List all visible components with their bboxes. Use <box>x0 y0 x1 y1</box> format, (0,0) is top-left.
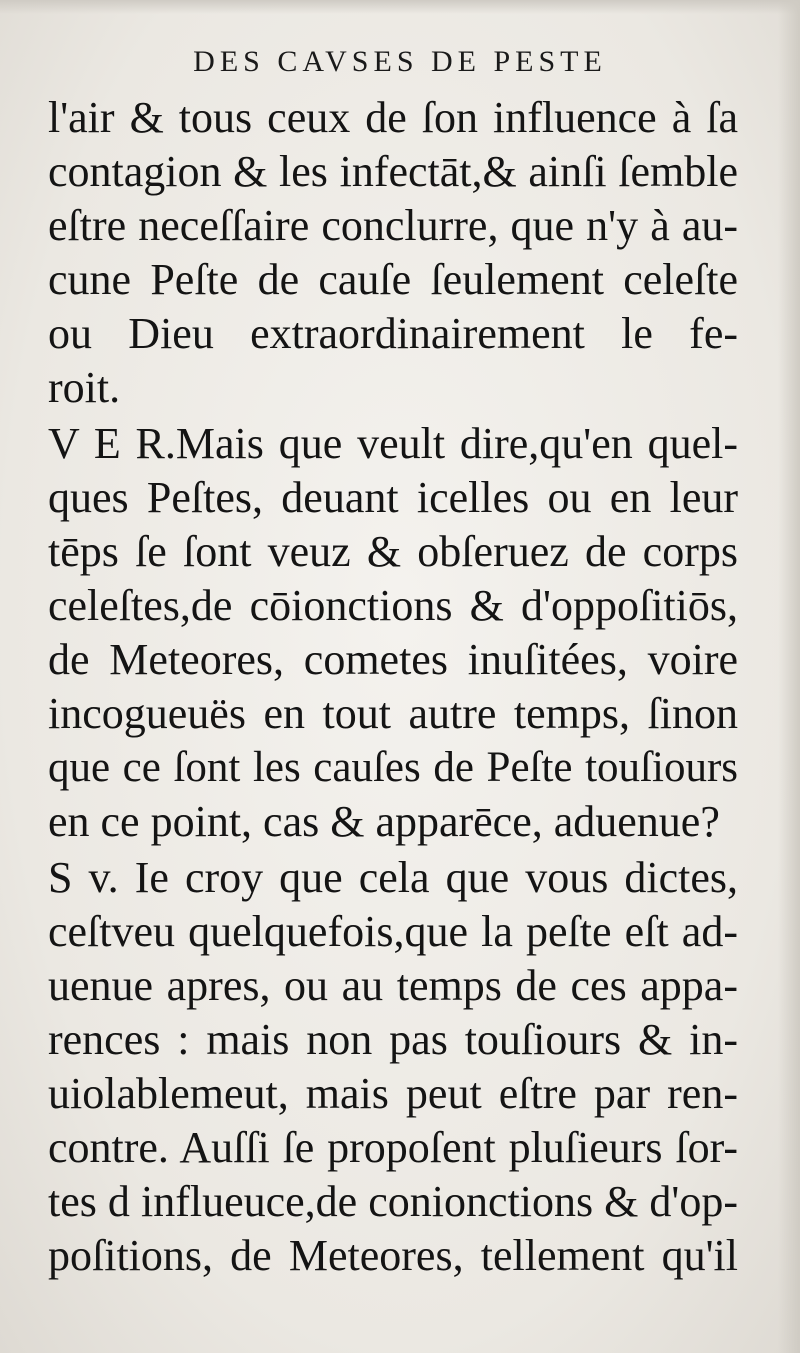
text-line-13: que ce ſont les cauſes de Peſte touſiours <box>48 744 738 791</box>
text-line-15: S v. Ie croy que cela que vous dictes, <box>48 853 738 902</box>
text-line-9: tēps ſe ſont veuz & obſeruez de corps <box>48 527 738 576</box>
text-line-4: cune Peſte de cauſe ſeulement celeſte <box>48 255 738 304</box>
running-head: DES CAVSES DE PESTE <box>193 45 607 78</box>
text-line-14: en ce point, cas & apparēce, aduenue? <box>48 797 720 846</box>
text-line-7: V E R.Mais que veult dire,qu'en quel- <box>48 419 738 468</box>
text-line-6: roit. <box>48 363 121 412</box>
page-edge-shadow <box>0 0 800 14</box>
text-line-19: uiolablemeut, mais peut eſtre par ren- <box>48 1069 738 1118</box>
text-line-22: poſitions, de Meteores, tellement qu'il <box>48 1231 738 1280</box>
text-line-11: de Meteores, cometes inuſitées, voire <box>48 635 738 684</box>
text-line-16: ceſtveu quelquefois,que la peſte eſt ad- <box>48 907 738 956</box>
text-line-1: l'air & tous ceux de ſon influence à ſa <box>48 93 738 142</box>
text-line-21: tes d influeuce,de conionctions & d'op- <box>48 1177 738 1226</box>
text-line-8: ques Peſtes, deuant icelles ou en leur <box>48 473 738 522</box>
text-line-3: eſtre neceſſaire conclurre, que n'y à au- <box>48 201 738 250</box>
text-line-18: rences : mais non pas touſiours & in- <box>48 1015 738 1064</box>
text-line-17: uenue apres, ou au temps de ces appa- <box>48 961 738 1010</box>
text-line-20: contre. Auſſi ſe propoſent pluſieurs ſor- <box>48 1123 738 1172</box>
text-line-12: incogueuës en tout autre temps, ſinon <box>48 689 738 738</box>
text-line-5: ou Dieu extraordinairement le fe- <box>48 309 738 358</box>
page-gutter-shadow <box>778 0 800 1353</box>
text-line-10: celeſtes,de cōionctions & d'oppoſitiōs, <box>48 581 738 630</box>
text-line-2: contagion & les infectāt,& ainſi ſemble <box>48 147 738 196</box>
